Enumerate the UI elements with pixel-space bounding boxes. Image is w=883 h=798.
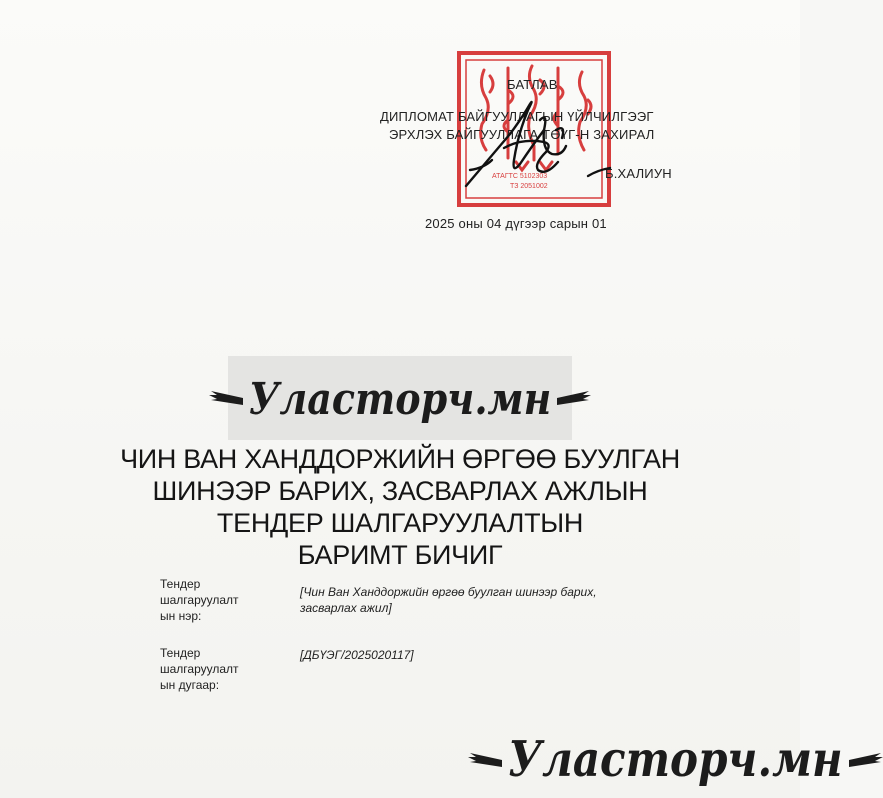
approver-name: Б.ХАЛИУН [605, 166, 672, 181]
left-wing-icon [209, 389, 243, 407]
bottom-watermark-text: Уласторч.мн [508, 731, 843, 788]
tender-name-label-line: шалгаруулалт [160, 593, 239, 607]
title-line-2: ШИНЭЭР БАРИХ, ЗАСВАРЛАХ АЖЛЫН [152, 476, 648, 506]
tender-number-value-line: [ДБҮЭГ/2025020117] [300, 648, 414, 662]
tender-name-label-line: ын нэр: [160, 609, 202, 623]
tender-name-value [300, 584, 700, 616]
tender-name-value-line: засварлах ажил] [300, 601, 392, 615]
tender-number-label [160, 645, 270, 693]
svg-text:АТАГТС 5102303: АТАГТС 5102303 [492, 173, 548, 180]
document-title [0, 443, 800, 571]
approval-organization-line-2: ЭРХЛЭХ БАЙГУУЛЛАГА ТӨҮГ-Н ЗАХИРАЛ [389, 127, 655, 142]
right-wing-icon [557, 389, 591, 407]
approval-date: 2025 оны 04 дүгээр сарын 01 [425, 216, 607, 231]
title-line-4: БАРИМТ БИЧИГ [297, 540, 503, 570]
tender-name-label-line: Тендер [160, 577, 201, 591]
tender-number-value [300, 647, 700, 663]
tender-name-value-line: [Чин Ван Ханддоржийн өргөө буулган шинээр барих, [300, 585, 597, 599]
left-wing-icon [468, 751, 502, 769]
svg-text:ТЗ 2051002: ТЗ 2051002 [510, 183, 548, 190]
tender-number-label-line: шалгаруулалт [160, 662, 239, 676]
approval-organization-line-1: ДИПЛОМАТ БАЙГУУЛЛАГЫН ҮЙЛЧИЛГЭЭГ [380, 109, 654, 124]
title-line-3: ТЕНДЕР ШАЛГАРУУЛАЛТЫН [216, 508, 584, 538]
tender-number-label-line: Тендер [160, 646, 201, 660]
watermark-text: Уласторч.мн [248, 372, 552, 424]
approval-heading: БАТЛАВ [507, 77, 558, 92]
watermark-banner [228, 356, 572, 440]
bottom-site-watermark [468, 731, 883, 788]
tender-number-label-line: ын дугаар: [160, 678, 220, 692]
handwritten-signature [448, 90, 618, 200]
right-wing-icon [849, 751, 883, 769]
tender-name-label [160, 576, 270, 624]
title-line-1: ЧИН ВАН ХАНДДОРЖИЙН ӨРГӨӨ БУУЛГАН [120, 444, 680, 474]
site-watermark [209, 372, 592, 424]
